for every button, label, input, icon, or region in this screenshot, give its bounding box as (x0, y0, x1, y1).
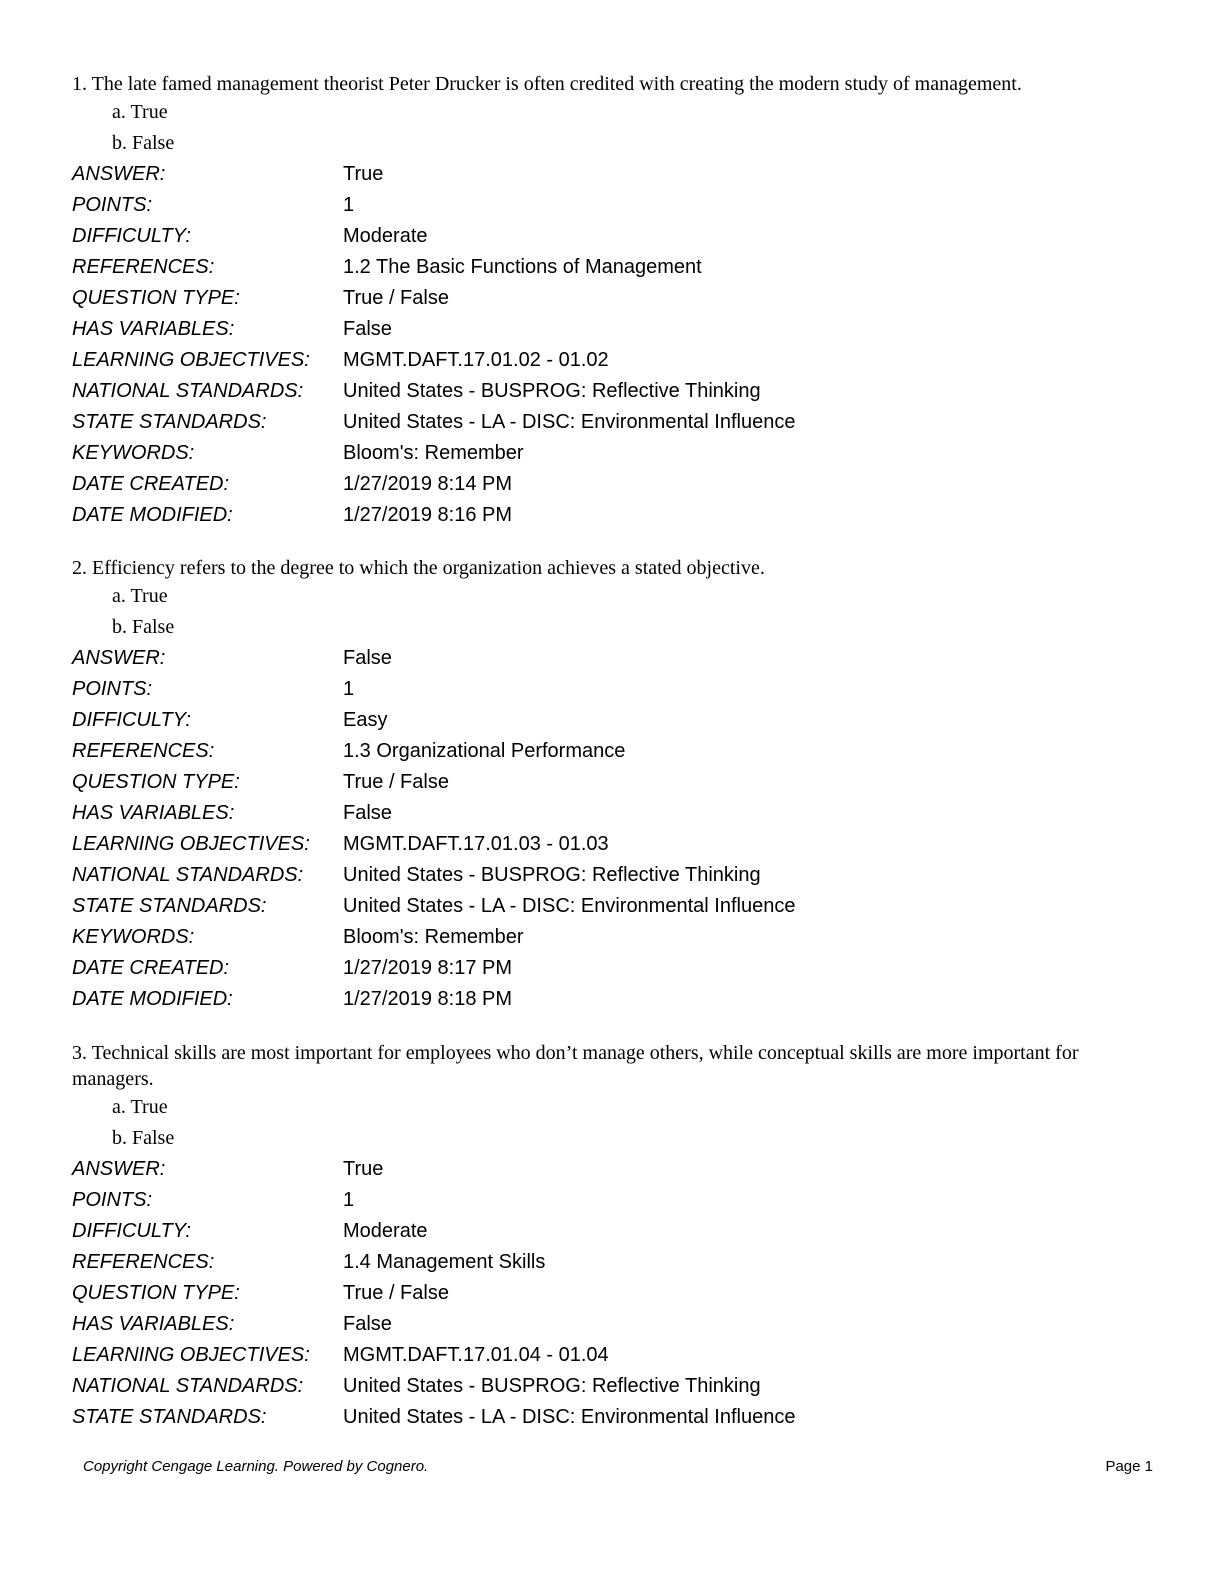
learning-objectives-value: MGMT.DAFT.17.01.03 - 01.03 (343, 833, 609, 855)
national-standards-label: NATIONAL STANDARDS: (72, 864, 304, 886)
keywords-value: Bloom's: Remember (343, 442, 524, 464)
references-label: REFERENCES: (72, 740, 215, 762)
has-variables-row (72, 314, 1152, 345)
national-standards-value: United States - BUSPROG: Reflective Thinking (343, 864, 761, 886)
answer-row (72, 643, 1152, 674)
date-modified-label: DATE MODIFIED: (72, 988, 233, 1010)
question-type-label: QUESTION TYPE: (72, 771, 240, 793)
question-type-value: True / False (343, 287, 449, 309)
answer-row (72, 159, 1152, 190)
references-row (72, 1247, 1152, 1278)
date-modified-row (72, 500, 1152, 531)
points-row (72, 1185, 1152, 1216)
question-2 (72, 555, 1152, 1015)
question-type-row (72, 1278, 1152, 1309)
difficulty-label: DIFFICULTY: (72, 225, 191, 247)
difficulty-label: DIFFICULTY: (72, 1220, 191, 1242)
has-variables-value: False (343, 1313, 392, 1335)
points-label: POINTS: (72, 194, 153, 216)
question-type-value: True / False (343, 771, 449, 793)
state-standards-value: United States - LA - DISC: Environmental Influence (343, 1406, 796, 1428)
has-variables-label: HAS VARIABLES: (72, 318, 235, 340)
date-modified-value: 1/27/2019 8:18 PM (343, 988, 513, 1010)
question-stem: 3. Technical skills are most important for employees who don’t manage others, while conceptual skills are more important for managers. (72, 1042, 1079, 1090)
national-standards-value: United States - BUSPROG: Reflective Thinking (343, 380, 761, 402)
points-label: POINTS: (72, 1189, 153, 1211)
option-a: a. True (112, 1096, 168, 1118)
points-label: POINTS: (72, 678, 153, 700)
has-variables-row (72, 1309, 1152, 1340)
national-standards-value: United States - BUSPROG: Reflective Thinking (343, 1375, 761, 1397)
date-created-label: DATE CREATED: (72, 473, 230, 495)
question-3 (72, 1040, 1152, 1433)
learning-objectives-label: LEARNING OBJECTIVES: (72, 1344, 310, 1366)
learning-objectives-value: MGMT.DAFT.17.01.04 - 01.04 (343, 1344, 609, 1366)
state-standards-value: United States - LA - DISC: Environmental Influence (343, 895, 796, 917)
option-b: b. False (112, 132, 175, 154)
has-variables-value: False (343, 318, 392, 340)
learning-objectives-value: MGMT.DAFT.17.01.02 - 01.02 (343, 349, 609, 371)
learning-objectives-row (72, 1340, 1152, 1371)
difficulty-row (72, 1216, 1152, 1247)
learning-objectives-label: LEARNING OBJECTIVES: (72, 349, 310, 371)
points-row (72, 190, 1152, 221)
keywords-label: KEYWORDS: (72, 926, 195, 948)
copyright-text: Copyright Cengage Learning. Powered by Cognero. (83, 1458, 429, 1475)
question-stem: 2. Efficiency refers to the degree to which the organization achieves a stated objective. (72, 557, 765, 579)
answer-label: ANSWER: (72, 647, 166, 669)
state-standards-row (72, 891, 1152, 922)
date-created-row (72, 953, 1152, 984)
question-type-label: QUESTION TYPE: (72, 1282, 240, 1304)
references-label: REFERENCES: (72, 256, 215, 278)
keywords-label: KEYWORDS: (72, 442, 195, 464)
page-number: Page 1 (1105, 1458, 1153, 1475)
answer-value: True (343, 1158, 384, 1180)
keywords-row (72, 438, 1152, 469)
learning-objectives-row (72, 345, 1152, 376)
keywords-row (72, 922, 1152, 953)
has-variables-label: HAS VARIABLES: (72, 1313, 235, 1335)
national-standards-label: NATIONAL STANDARDS: (72, 380, 304, 402)
difficulty-label: DIFFICULTY: (72, 709, 191, 731)
option-a: a. True (112, 101, 168, 123)
answer-row (72, 1154, 1152, 1185)
references-value: 1.2 The Basic Functions of Management (343, 256, 702, 278)
difficulty-row (72, 705, 1152, 736)
references-row (72, 252, 1152, 283)
state-standards-label: STATE STANDARDS: (72, 1406, 267, 1428)
question-1 (72, 71, 1152, 531)
national-standards-row (72, 860, 1152, 891)
difficulty-value: Moderate (343, 225, 428, 247)
state-standards-value: United States - LA - DISC: Environmental Influence (343, 411, 796, 433)
question-type-row (72, 283, 1152, 314)
references-row (72, 736, 1152, 767)
learning-objectives-label: LEARNING OBJECTIVES: (72, 833, 310, 855)
option-b: b. False (112, 1127, 175, 1149)
references-value: 1.3 Organizational Performance (343, 740, 626, 762)
has-variables-label: HAS VARIABLES: (72, 802, 235, 824)
references-value: 1.4 Management Skills (343, 1251, 546, 1273)
date-modified-row (72, 984, 1152, 1015)
question-type-value: True / False (343, 1282, 449, 1304)
points-value: 1 (343, 1189, 355, 1211)
has-variables-row (72, 798, 1152, 829)
difficulty-value: Easy (343, 709, 388, 731)
points-row (72, 674, 1152, 705)
date-modified-value: 1/27/2019 8:16 PM (343, 504, 513, 526)
state-standards-label: STATE STANDARDS: (72, 411, 267, 433)
date-created-value: 1/27/2019 8:14 PM (343, 473, 513, 495)
difficulty-row (72, 221, 1152, 252)
keywords-value: Bloom's: Remember (343, 926, 524, 948)
answer-label: ANSWER: (72, 1158, 166, 1180)
option-b: b. False (112, 616, 175, 638)
option-a: a. True (112, 585, 168, 607)
date-created-label: DATE CREATED: (72, 957, 230, 979)
state-standards-label: STATE STANDARDS: (72, 895, 267, 917)
question-type-row (72, 767, 1152, 798)
national-standards-row (72, 376, 1152, 407)
state-standards-row (72, 407, 1152, 438)
date-modified-label: DATE MODIFIED: (72, 504, 233, 526)
answer-value: False (343, 647, 392, 669)
date-created-row (72, 469, 1152, 500)
has-variables-value: False (343, 802, 392, 824)
learning-objectives-row (72, 829, 1152, 860)
question-stem: 1. The late famed management theorist Peter Drucker is often credited with creating the modern study of management. (72, 73, 1022, 95)
answer-value: True (343, 163, 384, 185)
points-value: 1 (343, 678, 355, 700)
answer-label: ANSWER: (72, 163, 166, 185)
difficulty-value: Moderate (343, 1220, 428, 1242)
national-standards-row (72, 1371, 1152, 1402)
references-label: REFERENCES: (72, 1251, 215, 1273)
date-created-value: 1/27/2019 8:17 PM (343, 957, 513, 979)
national-standards-label: NATIONAL STANDARDS: (72, 1375, 304, 1397)
state-standards-row (72, 1402, 1152, 1433)
question-type-label: QUESTION TYPE: (72, 287, 240, 309)
points-value: 1 (343, 194, 355, 216)
